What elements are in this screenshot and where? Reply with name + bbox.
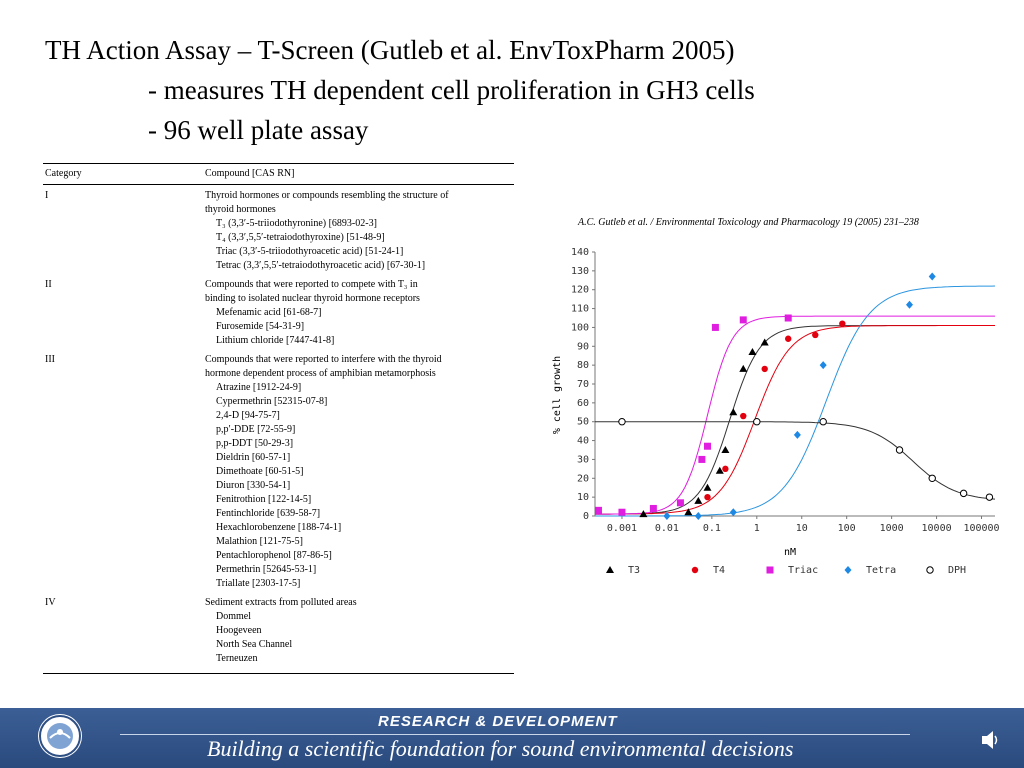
y-tick-label: 140 bbox=[570, 247, 589, 258]
data-point-tetra bbox=[906, 301, 913, 309]
data-point-t4 bbox=[722, 466, 728, 472]
data-point-triac bbox=[740, 316, 747, 323]
x-tick-label: 100000 bbox=[963, 523, 1000, 534]
slide-title-block bbox=[45, 30, 755, 150]
y-tick-label: 20 bbox=[576, 473, 589, 485]
table-compound-item: Tetrac (3,3′,5,5′-tetraiodothyroacetic acid) [67-30-1] bbox=[216, 260, 426, 271]
data-point-triac bbox=[677, 499, 684, 506]
table-bottom-rule bbox=[43, 673, 514, 674]
table-group-heading: hormone dependent process of amphibian metamorphosis bbox=[205, 368, 436, 379]
table-compound-item: Fenitrothion [122-14-5] bbox=[216, 494, 312, 505]
fit-curve-dph bbox=[595, 422, 995, 499]
table-compound-item: Atrazine [1912-24-9] bbox=[216, 382, 302, 393]
table-compound-item: p,p′-DDE [72-55-9] bbox=[216, 424, 296, 435]
x-tick-label: 0.001 bbox=[606, 523, 638, 534]
x-tick-label: 0.01 bbox=[654, 523, 679, 534]
data-point-triac bbox=[650, 505, 657, 512]
data-point-t3 bbox=[729, 408, 737, 415]
data-point-triac bbox=[704, 443, 711, 450]
fit-curve-tetra bbox=[595, 286, 995, 516]
table-compound-item: Lithium chloride [7447-41-8] bbox=[216, 335, 335, 346]
legend-label-t3: T3 bbox=[628, 565, 641, 576]
x-tick-label: 10000 bbox=[921, 523, 952, 534]
data-point-t4 bbox=[762, 366, 768, 372]
footer-tagline: Building a scientific foundation for sound environmental decisions bbox=[207, 736, 794, 761]
table-group-heading: binding to isolated nuclear thyroid hormone receptors bbox=[205, 293, 420, 304]
table-header-rule bbox=[43, 184, 514, 185]
data-point-t4 bbox=[785, 336, 791, 342]
table-group-heading: Thyroid hormones or compounds resembling the structure of bbox=[205, 190, 449, 201]
legend-label-t4: T4 bbox=[713, 565, 726, 576]
table-compound-item: p,p-DDT [50-29-3] bbox=[216, 438, 294, 449]
data-point-dph bbox=[929, 475, 935, 481]
y-tick-label: 10 bbox=[576, 492, 589, 504]
table-compound-item: Terneuzen bbox=[216, 653, 258, 664]
x-tick-label: 0.1 bbox=[702, 523, 721, 534]
table-compound-item: Furosemide [54-31-9] bbox=[216, 321, 305, 332]
legend-marker-t3 bbox=[606, 566, 614, 573]
table-compound-item: Pentachlorophenol [87-86-5] bbox=[216, 550, 332, 561]
plot-area bbox=[571, 247, 1000, 534]
table-compound-item: Hoogeveen bbox=[216, 625, 262, 636]
legend-marker-tetra bbox=[845, 566, 852, 574]
y-tick-label: 130 bbox=[570, 265, 589, 277]
table-compound-item: Dieldrin [60-57-1] bbox=[216, 452, 291, 463]
y-tick-label: 70 bbox=[576, 379, 589, 390]
data-point-t4 bbox=[704, 494, 710, 500]
header-compound: Compound [CAS RN] bbox=[205, 168, 295, 179]
epa-seal-logo bbox=[38, 714, 82, 758]
x-axis-label: nM bbox=[783, 547, 797, 558]
chart-citation: A.C. Gutleb et al. / Environmental Toxicology and Pharmacology 19 (2005) 231–238 bbox=[578, 217, 919, 228]
compound-table bbox=[43, 163, 514, 683]
data-point-dph bbox=[896, 447, 902, 453]
slide-bullet-2: - 96 well plate assay bbox=[148, 115, 369, 145]
table-category-cell: II bbox=[45, 279, 52, 290]
table-compound-item: Diuron [330-54-1] bbox=[216, 480, 291, 491]
slide-bullet-1: - measures TH dependent cell proliferation in GH3 cells bbox=[148, 75, 755, 105]
fit-curve-triac bbox=[595, 316, 995, 514]
table-group-heading: Compounds that were reported to interfere with the thyroid bbox=[205, 354, 442, 365]
data-point-t3 bbox=[739, 365, 747, 372]
x-tick-label: 100 bbox=[837, 523, 856, 534]
table-compound-item: T₄ (3,3′,5,5′-tetraiodothyroxine) [51-48-9] bbox=[216, 232, 385, 243]
table-compound-item: Fentinchloride [639-58-7] bbox=[216, 508, 321, 519]
data-point-t3 bbox=[721, 446, 729, 453]
y-tick-label: 120 bbox=[570, 284, 589, 296]
table-compound-item: Mefenamic acid [61-68-7] bbox=[216, 307, 322, 318]
legend-label-dph: DPH bbox=[948, 565, 967, 576]
data-point-dph bbox=[619, 419, 625, 425]
legend-label-tetra: Tetra bbox=[866, 565, 897, 576]
legend-marker-dph bbox=[927, 567, 933, 573]
table-group-heading: Compounds that were reported to compete with T₃ in bbox=[205, 279, 418, 290]
table-group-heading: Sediment extracts from polluted areas bbox=[205, 597, 357, 608]
table-compound-item: Hexachlorobenzene [188-74-1] bbox=[216, 522, 342, 533]
table-compound-item: Dimethoate [60-51-5] bbox=[216, 466, 304, 477]
table-compound-item: 2,4-D [94-75-7] bbox=[216, 410, 280, 421]
y-tick-label: 110 bbox=[570, 303, 589, 315]
footer-banner bbox=[0, 708, 1024, 768]
table-group-heading: thyroid hormones bbox=[205, 204, 276, 215]
data-point-dph bbox=[820, 419, 826, 425]
table-compound-item: Triallate [2303-17-5] bbox=[216, 578, 301, 589]
data-point-t4 bbox=[812, 332, 818, 338]
footer-divider bbox=[120, 734, 910, 735]
y-tick-label: 80 bbox=[576, 360, 589, 372]
data-point-triac bbox=[698, 456, 705, 463]
data-point-tetra bbox=[820, 361, 827, 369]
fit-curve-t3 bbox=[595, 326, 995, 515]
table-top-rule bbox=[43, 163, 514, 164]
data-point-triac bbox=[618, 509, 625, 516]
table-compound-item: Cypermethrin [52315-07-8] bbox=[216, 396, 328, 407]
data-point-tetra bbox=[730, 508, 737, 516]
data-point-t3 bbox=[748, 348, 756, 355]
y-tick-label: 0 bbox=[582, 511, 589, 522]
table-category-cell: I bbox=[45, 190, 49, 201]
table-compound-item: North Sea Channel bbox=[216, 639, 293, 650]
y-tick-label: 60 bbox=[576, 397, 589, 409]
y-tick-label: 30 bbox=[576, 454, 589, 466]
slide-title: TH Action Assay – T-Screen (Gutleb et al. EnvToxPharm 2005) bbox=[45, 35, 735, 65]
legend-label-triac: Triac bbox=[788, 565, 819, 576]
data-point-dph bbox=[960, 490, 966, 496]
y-tick-label: 90 bbox=[576, 341, 589, 353]
table-category-cell: III bbox=[45, 354, 55, 365]
legend-marker-t4 bbox=[692, 567, 698, 573]
speaker-icon[interactable] bbox=[980, 728, 1000, 752]
footer-research-development: RESEARCH & DEVELOPMENT bbox=[378, 713, 618, 730]
cell-growth-chart bbox=[540, 200, 1020, 590]
fit-curve-t4 bbox=[595, 326, 995, 515]
table-compound-item: Malathion [121-75-5] bbox=[216, 536, 303, 547]
header-category: Category bbox=[45, 168, 82, 179]
data-point-dph bbox=[986, 494, 992, 500]
data-point-t3 bbox=[694, 497, 702, 504]
y-tick-label: 50 bbox=[576, 416, 589, 428]
data-point-tetra bbox=[929, 273, 936, 281]
x-tick-label: 10 bbox=[795, 523, 808, 534]
table-compound-item: Dommel bbox=[216, 611, 251, 622]
data-point-t4 bbox=[839, 320, 845, 326]
table-compound-item: T₃ (3,3′-5-triiodothyronine) [6893-02-3] bbox=[216, 218, 377, 229]
data-point-dph bbox=[754, 419, 760, 425]
data-point-t4 bbox=[740, 413, 746, 419]
table-compound-item: Triac (3,3′-5-triiodothyroacetic acid) [51-24-1] bbox=[216, 246, 404, 257]
y-tick-label: 100 bbox=[570, 322, 589, 334]
y-axis-label: % cell growth bbox=[552, 355, 563, 435]
table-compound-item: Permethrin [52645-53-1] bbox=[216, 564, 317, 575]
chart-legend bbox=[606, 565, 966, 576]
x-tick-label: 1000 bbox=[879, 523, 904, 534]
table-category-cell: IV bbox=[45, 597, 56, 608]
y-tick-label: 40 bbox=[576, 435, 589, 447]
data-point-triac bbox=[785, 315, 792, 322]
data-point-tetra bbox=[695, 512, 702, 520]
legend-marker-triac bbox=[767, 567, 774, 574]
data-point-tetra bbox=[794, 431, 801, 439]
data-point-triac bbox=[712, 324, 719, 331]
data-point-triac bbox=[595, 507, 602, 514]
x-tick-label: 1 bbox=[753, 523, 760, 534]
